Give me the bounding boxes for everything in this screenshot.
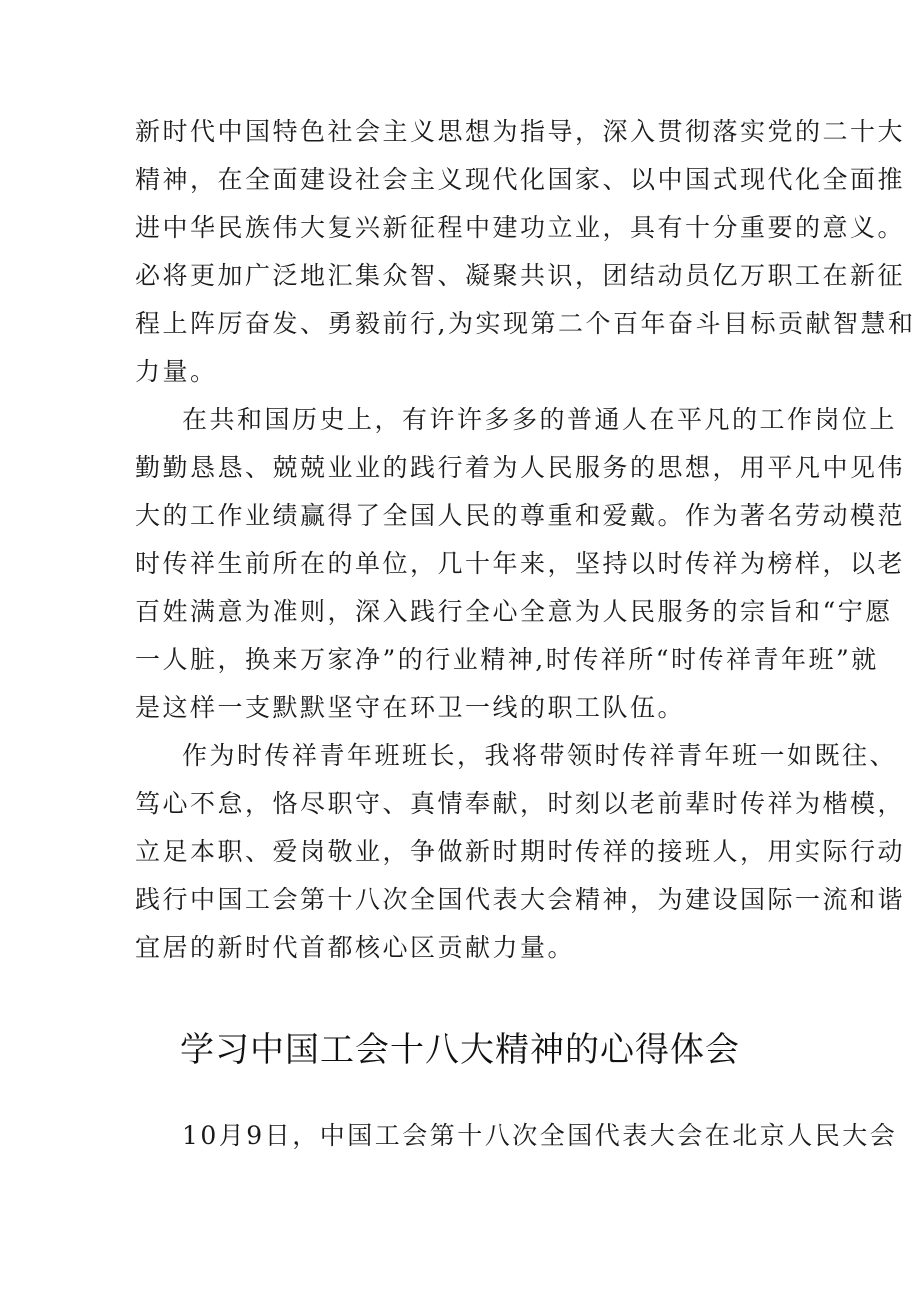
body-text-line: 笃心不怠，恪尽职守、真情奉献，时刻以老前辈时传祥为楷模，: [135, 789, 906, 818]
paragraph-first-line: 作为时传祥青年班班长，我将带领时传祥青年班一如既往、: [182, 741, 898, 770]
body-text-line: 必将更加广泛地汇集众智、凝聚共识，团结动员亿万职工在新征: [135, 261, 906, 290]
paragraph-first-line: 在共和国历史上，有许许多多的普通人在平凡的工作岗位上: [182, 405, 898, 434]
body-text-line: 勤勤恳恳、兢兢业业的践行着为人民服务的思想，用平凡中见伟: [135, 453, 906, 482]
body-text-line: 力量。: [135, 357, 218, 386]
section-title: 学习中国工会十八大精神的心得体会: [180, 1030, 740, 1070]
body-text-line: 百姓满意为准则，深入践行全心全意为人民服务的宗旨和“宁愿: [135, 597, 893, 626]
body-text-line: 践行中国工会第十八次全国代表大会精神，为建设国际一流和谐: [135, 885, 906, 914]
body-text-line: 是这样一支默默坚守在环卫一线的职工队伍。: [135, 693, 686, 722]
body-text-line: 立足本职、爱岗敬业，争做新时期时传祥的接班人，用实际行动: [135, 837, 906, 866]
body-text-line: 程上阵厉奋发、勇毅前行,为实现第二个百年奋斗目标贡献智慧和: [135, 309, 916, 338]
body-text-line: 宜居的新时代首都核心区贡献力量。: [135, 933, 576, 962]
body-text-line: 进中华民族伟大复兴新征程中建功立业，具有十分重要的意义。: [135, 213, 906, 242]
body-text-line: 时传祥生前所在的单位，几十年来，坚持以时传祥为榜样，以老: [135, 549, 906, 578]
body-text-line: 精神，在全面建设社会主义现代化国家、以中国式现代化全面推: [135, 165, 906, 194]
body-text-line: 大的工作业绩赢得了全国人民的尊重和爱戴。作为著名劳动模范: [135, 501, 906, 530]
body-text-line: 一人脏，换来万家净”的行业精神,时传祥所“时传祥青年班”就: [135, 645, 879, 674]
intro-first-line: 10月9日，中国工会第十八次全国代表大会在北京人民大会: [182, 1121, 898, 1150]
body-text-line: 新时代中国特色社会主义思想为指导，深入贯彻落实党的二十大: [135, 117, 906, 146]
